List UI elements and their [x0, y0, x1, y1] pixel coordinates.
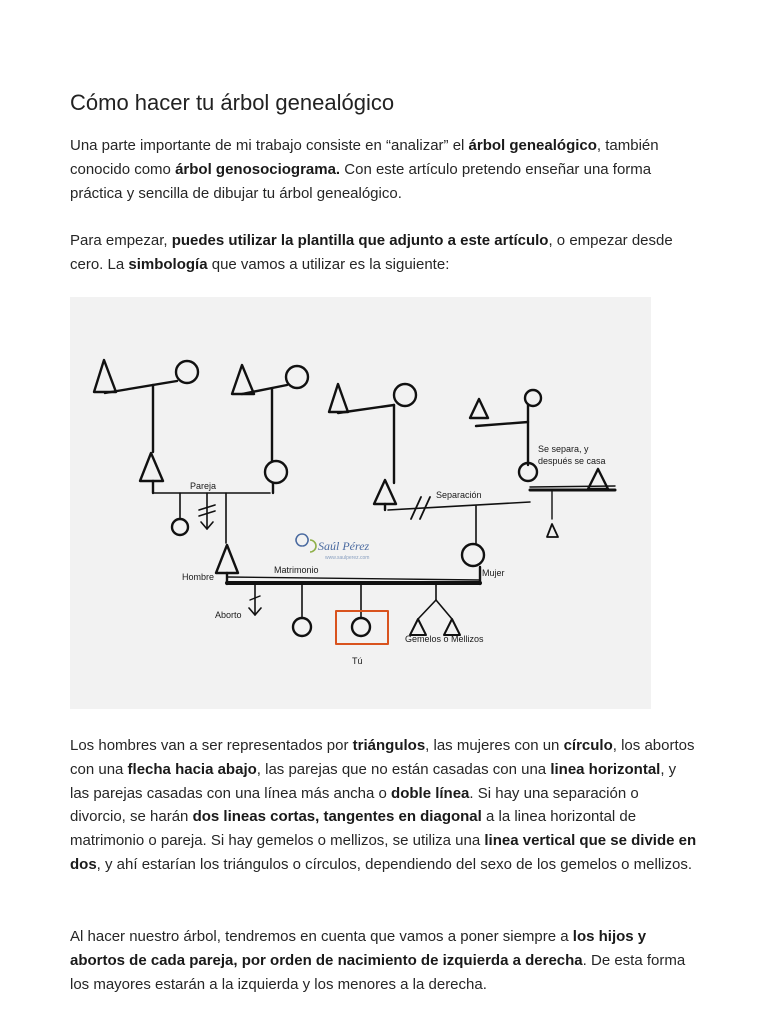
page-title: Cómo hacer tu árbol genealógico — [70, 90, 395, 115]
bold-text: flecha hacia abajo — [127, 760, 257, 778]
triangle-man-icon — [470, 399, 488, 418]
label-despues-se-casa: después se casa — [538, 456, 606, 466]
text-run: , los abortos con una — [70, 737, 695, 778]
text-run: Con este artículo pretendo enseñar una forma práctica y sencilla de dibujar tu árbol genealógico. — [70, 160, 652, 202]
circle-woman-icon — [462, 544, 484, 566]
circle-woman-icon — [176, 361, 198, 383]
bold-text: dos lineas cortas, tangentes en diagonal — [192, 808, 482, 826]
triangle-man-icon — [410, 619, 426, 635]
label-se-separa: Se separa, y — [538, 444, 589, 454]
text-run: , las parejas que no están casadas con una — [256, 760, 551, 778]
circle-woman-icon — [525, 390, 541, 406]
watermark-url: www.saulperez.com — [325, 555, 370, 561]
circle-woman-icon — [265, 461, 287, 483]
text-run: a la linea horizontal de matrimonio o pareja. Si hay gemelos o mellizos, se utiliza una — [70, 808, 637, 850]
text-run: , también conocido como — [70, 137, 659, 178]
triangle-man-icon — [216, 545, 238, 573]
bold-text: círculo — [563, 737, 613, 754]
text-run: , las mujeres con un — [425, 737, 564, 754]
triangle-man-icon — [329, 384, 348, 412]
label-aborto: Aborto — [215, 610, 242, 620]
text-run: , y las parejas casadas con una línea más ancha o — [70, 760, 677, 802]
genogram-figure — [70, 297, 651, 709]
circle-woman-icon — [394, 384, 416, 406]
circle-woman-icon — [286, 366, 308, 388]
couple-line — [476, 422, 528, 426]
couple-line — [105, 381, 177, 393]
bold-text: linea horizontal — [550, 760, 661, 778]
text-run: Los hombres van a ser representados por — [70, 737, 353, 754]
triangle-man-icon — [547, 524, 558, 537]
circle-woman-icon — [172, 519, 188, 535]
text-run: . Si hay una separación o divorcio, se harán — [70, 784, 639, 826]
couple-line — [242, 385, 287, 394]
bold-text: simbología — [128, 255, 208, 273]
label-separacion: Separación — [436, 490, 482, 500]
label-hombre: Hombre — [182, 572, 215, 582]
text-run: Para empezar, — [70, 232, 172, 249]
text-run: , o empezar desde cero. La — [70, 232, 673, 273]
label-matrimonio: Matrimonio — [274, 565, 319, 575]
intro-paragraph — [70, 134, 698, 205]
logo-icon — [310, 540, 316, 552]
start-paragraph — [70, 229, 698, 277]
label-pareja: Pareja — [190, 481, 217, 491]
bold-text: doble línea — [391, 784, 470, 802]
bold-text: árbol genosociograma. — [175, 160, 341, 178]
symbology-paragraph — [70, 734, 698, 877]
genogram-diagram — [70, 297, 651, 709]
label-tu: Tú — [352, 656, 363, 666]
bold-text: triángulos — [352, 737, 426, 754]
bold-text: los hijos y abortos de cada pareja, por orden de nacimiento de izquierda a derecha — [70, 928, 647, 969]
text-run: , y ahí estarían los triángulos o círculos, dependiendo del sexo de los gemelos o mellizos. — [96, 855, 693, 873]
triangle-man-icon — [444, 619, 460, 635]
order-paragraph — [70, 925, 698, 996]
separacion-line — [388, 502, 530, 510]
text-run: . De esta forma los mayores estarán a la izquierda y los menores a la derecha. — [70, 951, 686, 993]
text-run: Una parte importante de mi trabajo consiste en “analizar” el — [70, 137, 469, 154]
twins-line — [418, 600, 436, 619]
text-run: que vamos a utilizar es la siguiente: — [207, 255, 450, 273]
bold-text: linea vertical que se divide en dos — [70, 832, 697, 873]
circle-woman-icon — [293, 618, 311, 636]
label-gemelos: Gemelos o Mellizos — [405, 634, 484, 644]
matrimonio-line — [227, 577, 480, 580]
triangle-man-icon — [94, 360, 116, 392]
label-mujer: Mujer — [482, 568, 505, 578]
watermark-name: Saúl Pérez — [318, 539, 370, 553]
logo-icon — [296, 534, 308, 546]
matrimonio-line — [530, 486, 615, 487]
watermark-logo — [296, 534, 369, 561]
twins-line — [436, 600, 452, 619]
circle-woman-icon — [352, 618, 370, 636]
tu-highlight-box — [336, 611, 388, 644]
bold-text: árbol genealógico — [468, 137, 597, 154]
text-run: Al hacer nuestro árbol, tendremos en cuenta que vamos a poner siempre a — [70, 928, 573, 945]
bold-text: puedes utilizar la plantilla que adjunto a este artículo — [171, 232, 549, 249]
triangle-man-icon — [374, 480, 396, 504]
triangle-man-icon — [232, 365, 254, 394]
triangle-man-icon — [140, 453, 163, 481]
